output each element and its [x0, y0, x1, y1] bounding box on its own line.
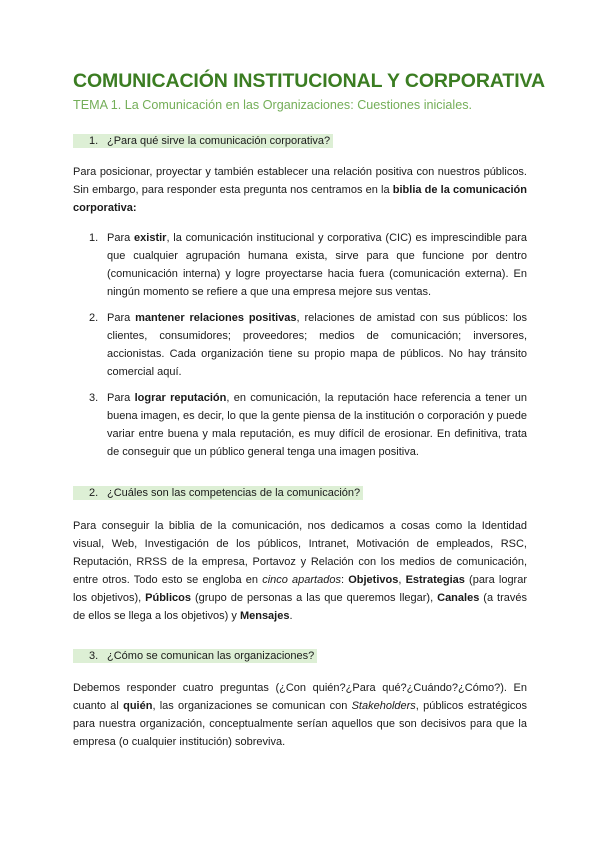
text-run: Para	[107, 392, 135, 404]
bold-text: Estrategias	[405, 574, 465, 586]
text-run: (para lograr los objetivos),	[73, 574, 528, 604]
text-run: (a través de ellos se llega a los objetivos) y	[73, 592, 528, 622]
list-item-text	[107, 309, 527, 381]
list-item-text	[107, 389, 527, 461]
section-number: 2.	[89, 487, 99, 499]
text-run: Debemos responder cuatro preguntas (¿Con quién?¿Para qué?¿Cuándo?¿Cómo?). En cuanto al	[73, 682, 527, 712]
text-run: , públicos estratégicos para nuestra organización, conceptualmente serían aquellos que son decisivos para que la empresa (o cualquier institución) sobreviva.	[73, 700, 528, 748]
list-item-text	[107, 229, 527, 301]
italic-text: Stakeholders	[351, 700, 416, 712]
bold-text: Públicos	[145, 592, 191, 604]
document-title: COMUNICACIÓN INSTITUCIONAL Y CORPORATIVA	[73, 70, 545, 92]
list-item-2	[89, 309, 527, 381]
section-number: 3.	[89, 650, 99, 662]
section-heading-1	[73, 134, 527, 149]
section-heading-3	[73, 649, 527, 664]
list-item-3	[89, 389, 527, 461]
section-3-body	[73, 679, 527, 751]
document-subtitle: TEMA 1. La Comunicación en las Organizaciones: Cuestiones iniciales.	[73, 98, 473, 112]
text-run: , en comunicación, la reputación hace referencia a tener un buena imagen, es decir, lo que la gente piensa de la institución o corporación y puede variar entre buena y mala reputación, es muy difícil de erosionar. En definitiva, trata de conseguir que un público general tenga una imagen positiva.	[107, 392, 528, 458]
list-item-1	[89, 229, 527, 301]
section-2-body	[73, 517, 527, 625]
bold-text: Mensajes	[239, 610, 290, 622]
list-number: 1.	[89, 232, 99, 244]
section-1-intro	[73, 163, 527, 217]
bold-text: Canales	[437, 592, 480, 604]
section-heading-text: ¿Cómo se comunican las organizaciones?	[107, 650, 315, 662]
bold-text: quién	[123, 700, 153, 712]
text-run: .	[289, 610, 293, 622]
bold-text: existir	[134, 232, 167, 244]
text-run: Para posicionar, proyectar y también establecer una relación positiva con nuestros públicos. Sin embargo, para responder esta pregunta nos centramos en la	[73, 166, 527, 196]
italic-text: cinco apartados	[262, 574, 341, 586]
bold-text: Objetivos	[348, 574, 399, 586]
text-run: , relaciones de amistad con sus públicos: los clientes, consumidores; proveedores; medios de comunicación; inversores, accionistas. Cada organización tiene su propio mapa de públicos. No hay tránsito comercial aquí.	[107, 312, 528, 378]
section-heading-text: ¿Para qué sirve la comunicación corporativa?	[107, 135, 331, 147]
text-run: (grupo de personas a las que queremos llegar),	[191, 592, 438, 604]
text-run: :	[340, 574, 349, 586]
list-number: 2.	[89, 312, 99, 324]
section-number: 1.	[89, 135, 99, 147]
text-run: , las organizaciones se comunican con	[152, 700, 352, 712]
list-number: 3.	[89, 392, 99, 404]
bold-text: biblia de la comunicación corporativa:	[73, 184, 527, 214]
text-run: , la comunicación institucional y corporativa (CIC) es imprescindible para que cualquier agrupación humana exista, sirve para que funcione por dentro (comunicación interna) y logre proyectarse hacia fuera (comunicación externa). En ningún momento se refiere a que una empresa mejore sus ventas.	[107, 232, 528, 298]
section-heading-text: ¿Cuáles son las competencias de la comunicación?	[107, 487, 361, 499]
section-heading-2	[73, 486, 527, 501]
text-run: Para	[107, 312, 136, 324]
bold-text: mantener relaciones positivas	[135, 312, 297, 324]
text-run: Para conseguir la biblia de la comunicación, nos dedicamos a cosas como la Identidad visual, Web, Investigación de los públicos, Intranet, Motivación de empleados, RSC, Reputación, RRSS de la empresa, Portavoz y Relación con los medios de comunicación, entre otros. Todo esto se engloba en	[73, 520, 527, 586]
text-run: Para	[107, 232, 135, 244]
bold-text: lograr reputación	[134, 392, 227, 404]
text-run: ,	[398, 574, 406, 586]
